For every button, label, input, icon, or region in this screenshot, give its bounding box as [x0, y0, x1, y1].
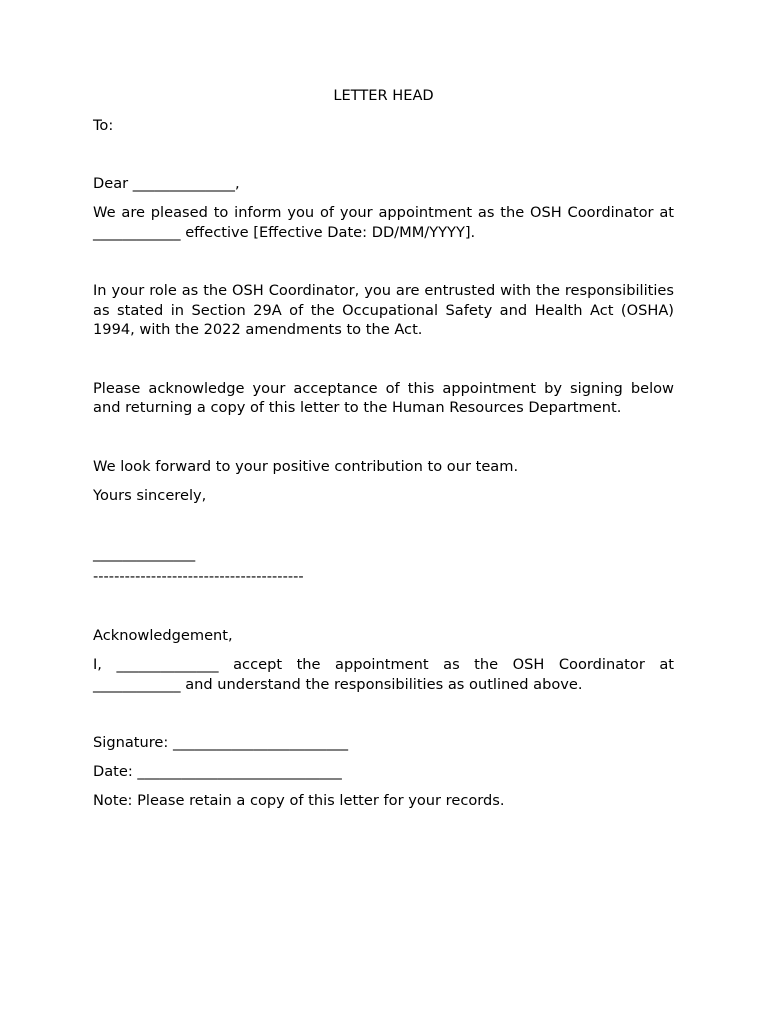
- letter-document: [93, 86, 674, 811]
- appointment-paragraph: We are pleased to inform you of your appointment as the OSH Coordinator at ____________ effective [Effective Date: DD/MM/YYYY].: [93, 204, 674, 241]
- letter-head: LETTER HEAD: [333, 87, 434, 104]
- acknowledgement-statement: I, ______________ accept the appointment as the OSH Coordinator at ____________ and understand the responsibilities as outlined above.: [93, 656, 674, 693]
- acknowledgement-heading: Acknowledgement,: [93, 626, 233, 644]
- to-line: To:: [93, 116, 114, 134]
- closing-statement: We look forward to your positive contribution to our team.: [93, 457, 519, 475]
- dashed-separator: ----------------------------------------: [93, 567, 304, 585]
- salutation: Dear ______________,: [93, 174, 240, 192]
- signature-field: Signature: ________________________: [93, 734, 349, 752]
- signature-line: ______________: [93, 545, 196, 563]
- date-field: Date: ____________________________: [93, 763, 342, 781]
- acknowledge-request-paragraph: Please acknowledge your acceptance of this appointment by signing below and returning a copy of this letter to the Human Resources Department.: [93, 379, 674, 417]
- responsibilities-paragraph: In your role as the OSH Coordinator, you are entrusted with the responsibilities as stated in Section 29A of the Occupational Safety and Health Act (OSHA) 1994, with the 2022 amendments to the Act.: [93, 281, 674, 339]
- yours-sincerely: Yours sincerely,: [93, 487, 207, 505]
- retain-note: Note: Please retain a copy of this letter for your records.: [93, 792, 505, 810]
